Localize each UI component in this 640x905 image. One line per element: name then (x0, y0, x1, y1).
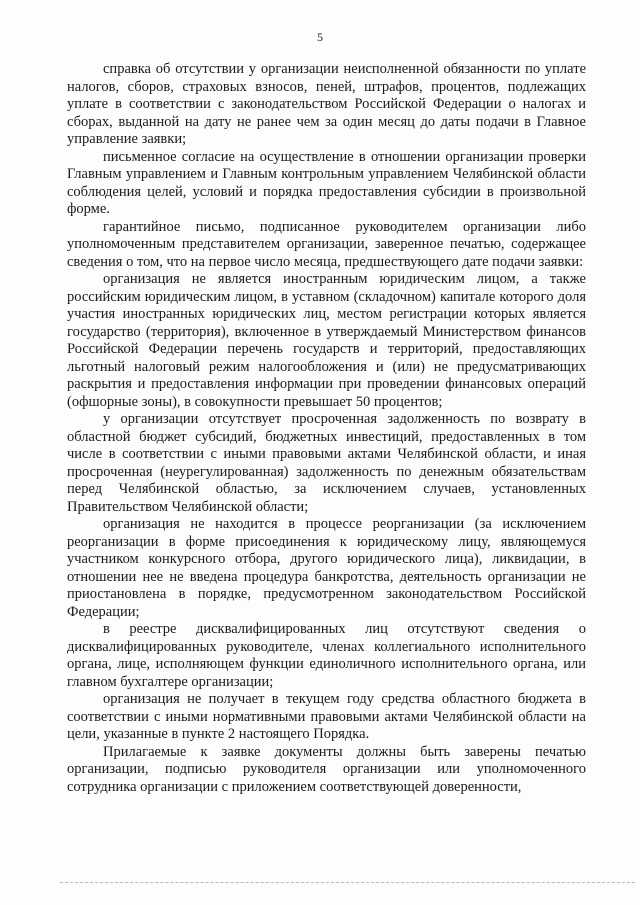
paragraph-guarantee-letter: гарантийное письмо, подписанное руководителем организации либо уполномоченным представителем организации, заверенное печатью, содержащее сведения о том, что на первое число месяца, предшествующего дате подачи заявки: (67, 218, 586, 270)
paragraph-not-foreign-entity: организация не является иностранным юридическим лицом, а также российским юридическим лицом, в уставном (складочном) капитале которого доля участия иностранных юридических лиц, местом регистрации которых является государство (территория), включенное в утверждаемый Министерством финансов Российской Федерации перечень государств и территорий, предоставляющих льготный налоговый режим налогообложения и (или) не предусматривающих раскрытия и предоставления информации при проведении финансовых операций (офшорные зоны), в совокупности превышает 50 процентов; (67, 271, 586, 410)
document-body (67, 61, 586, 796)
paragraph-no-disqualified-persons: в реестре дисквалифицированных лиц отсутствуют сведения о дисквалифицированных руководителе, членах коллегиального исполнительного органа, лице, исполняющем функции единоличного исполнительного органа, или главном бухгалтере организации; (67, 621, 586, 690)
paragraph-inspection-consent: письменное согласие на осуществление в отношении организации проверки Главным управлением и Главным контрольным управлением Челябинской области соблюдения целей, условий и порядка предоставления субсидии в произвольной форме. (67, 148, 586, 217)
page-number: 5 (317, 30, 323, 44)
paragraph-tax-certificate: справка об отсутствии у организации неисполненной обязанности по уплате налогов, сборов, страховых взносов, пеней, штрафов, процентов, подлежащих уплате в соответствии с законодательством Российской Федерации о налогах и сборах, выданной на дату не ранее чем за один месяц до даты подачи в Главное управление заявки; (67, 61, 586, 147)
paragraph-no-overdue-debt: у организации отсутствует просроченная задолженность по возврату в областной бюджет субсидий, бюджетных инвестиций, предоставленных в том числе в соответствии с иными правовыми актами Челябинской области, и иная просроченная (неурегулированная) задолженность по денежным обязательствам перед Челябинской областью, за исключением случаев, установленных Правительством Челябинской области; (67, 411, 586, 515)
paragraph-not-reorganized: организация не находится в процессе реорганизации (за исключением реорганизации в форме присоединения к юридическому лицу, являющемуся участником конкурсного отбора, другого юридического лица), ликвидации, в отношении нее не введена процедура банкротства, деятельность организации не приостановлена в порядке, предусмотренном законодательством Российской Федерации; (67, 516, 586, 620)
paragraph-no-other-budget-funds: организация не получает в текущем году средства областного бюджета в соответствии с иными нормативными правовыми актами Челябинской области на цели, указанные в пункте 2 настоящего Порядка. (67, 691, 586, 742)
scan-edge-line (60, 882, 635, 883)
paragraph-document-certification: Прилагаемые к заявке документы должны быть заверены печатью организации, подписью руководителя организации или уполномоченного сотрудника организации с приложением соответствующей доверенности, (67, 743, 586, 795)
